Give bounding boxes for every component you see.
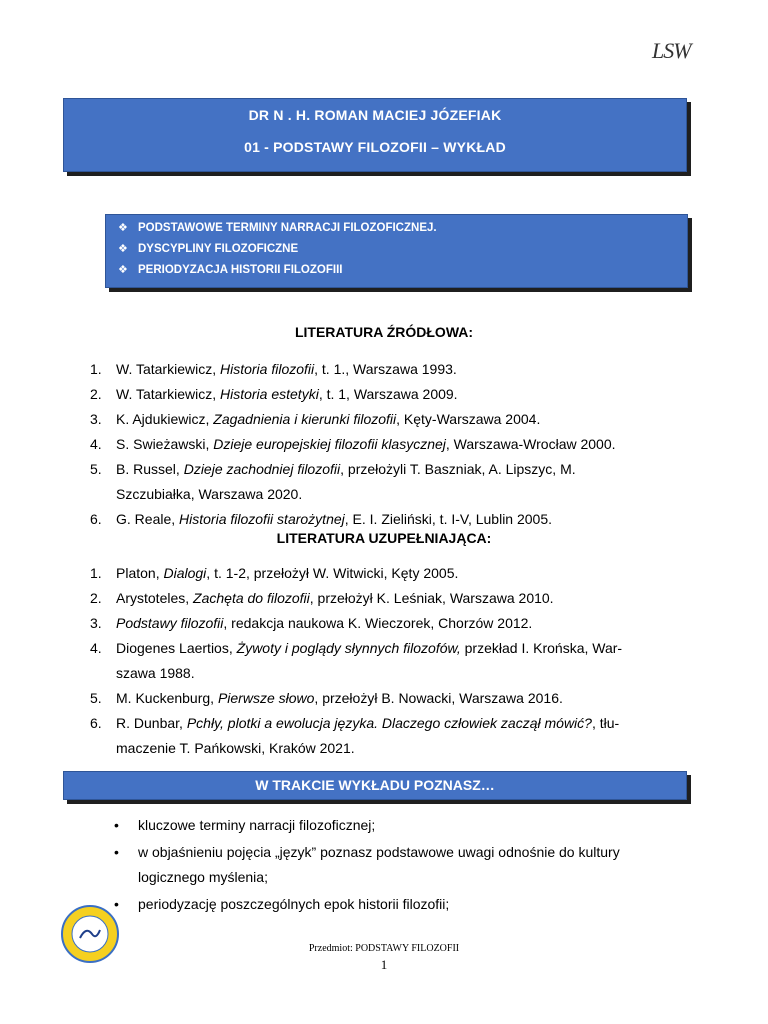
list-item: kluczowe terminy narracji filozoficznej; (138, 817, 376, 833)
author-line: DR N . H. ROMAN MACIEJ JÓZEFIAK (248, 107, 502, 123)
list-item: G. Reale, Historia filozofii starożytnej, E. I. Zieliński, t. I-V, Lublin 2005. (116, 511, 553, 527)
list-number: 4. (90, 436, 102, 452)
lecture-title: 01 - PODSTAWY FILOZOFII – WYKŁAD (244, 139, 506, 155)
section-heading-source: LITERATURA ŹRÓDŁOWA: (294, 324, 474, 340)
diamond-bullet-icon: ❖ (118, 243, 128, 255)
learn-box (63, 771, 687, 800)
list-number: 6. (90, 715, 102, 731)
diamond-bullet-icon: ❖ (118, 222, 128, 234)
list-number: 5. (90, 690, 102, 706)
diamond-bullet-icon: ❖ (118, 264, 128, 276)
bullet-icon: • (114, 896, 119, 912)
list-item: W. Tatarkiewicz, Historia filozofii, t. 1., Warszawa 1993. (116, 361, 457, 377)
list-item: Arystoteles, Zachęta do filozofii, przełożył K. Leśniak, Warszawa 2010. (116, 590, 554, 606)
list-number: 3. (90, 615, 102, 631)
list-number: 1. (90, 565, 102, 581)
list-number: 2. (90, 590, 102, 606)
list-item: K. Ajdukiewicz, Zagadnienia i kierunki filozofii, Kęty-Warszawa 2004. (116, 411, 541, 427)
list-item: Platon, Dialogi, t. 1-2, przełożył W. Witwicki, Kęty 2005. (116, 565, 459, 581)
topic-item: ❖ PODSTAWOWE TERMINY NARRACJI FILOZOFICZNEJ. (118, 222, 437, 234)
list-number: 4. (90, 640, 102, 656)
list-item: w objaśnieniu pojęcia „język” poznasz podstawowe uwagi odnośnie do kultury (138, 844, 620, 860)
list-item: Diogenes Laertios, Żywoty i poglądy słynnych filozofów, przekład I. Krońska, War- (116, 640, 623, 656)
list-item-continuation: Szczubiałka, Warszawa 2020. (116, 486, 303, 502)
seal-logo (60, 904, 120, 964)
list-item-continuation: szawa 1988. (116, 665, 195, 681)
list-item-continuation: logicznego myślenia; (138, 869, 268, 885)
list-number: 2. (90, 386, 102, 402)
logo: LSW (652, 38, 691, 63)
list-number: 1. (90, 361, 102, 377)
bullet-icon: • (114, 844, 119, 860)
header-box (63, 98, 687, 172)
list-item: B. Russel, Dzieje zachodniej filozofii, przełożyli T. Baszniak, A. Lipszyc, M. (116, 461, 576, 477)
list-item: R. Dunbar, Pchły, plotki a ewolucja języka. Dlaczego człowiek zaczął mówić?, tłu- (116, 715, 620, 731)
list-item: S. Swieżawski, Dzieje europejskiej filozofii klasycznej, Warszawa-Wrocław 2000. (116, 436, 616, 452)
list-item: Podstawy filozofii, redakcja naukowa K. Wieczorek, Chorzów 2012. (116, 615, 533, 631)
learn-heading: W TRAKCIE WYKŁADU POZNASZ… (255, 777, 495, 793)
list-number: 6. (90, 511, 102, 527)
list-number: 5. (90, 461, 102, 477)
list-item: periodyzację poszczególnych epok historii filozofii; (138, 896, 450, 912)
topics-box (105, 214, 688, 288)
topic-item: ❖ PERIODYZACJA HISTORII FILOZOFIII (118, 264, 343, 276)
list-number: 3. (90, 411, 102, 427)
list-item: M. Kuckenburg, Pierwsze słowo, przełożył B. Nowacki, Warszawa 2016. (116, 690, 563, 706)
page-number: 1 (380, 957, 388, 972)
footer-subject: Przedmiot: PODSTAWY FILOZOFII (308, 943, 460, 954)
list-item-continuation: maczenie T. Pańkowski, Kraków 2021. (116, 740, 355, 756)
topic-item: ❖ DYSCYPLINY FILOZOFICZNE (118, 243, 299, 255)
list-item: W. Tatarkiewicz, Historia estetyki, t. 1, Warszawa 2009. (116, 386, 458, 402)
bullet-icon: • (114, 817, 119, 833)
section-heading-supplementary: LITERATURA UZUPEŁNIAJĄCA: (276, 530, 492, 546)
